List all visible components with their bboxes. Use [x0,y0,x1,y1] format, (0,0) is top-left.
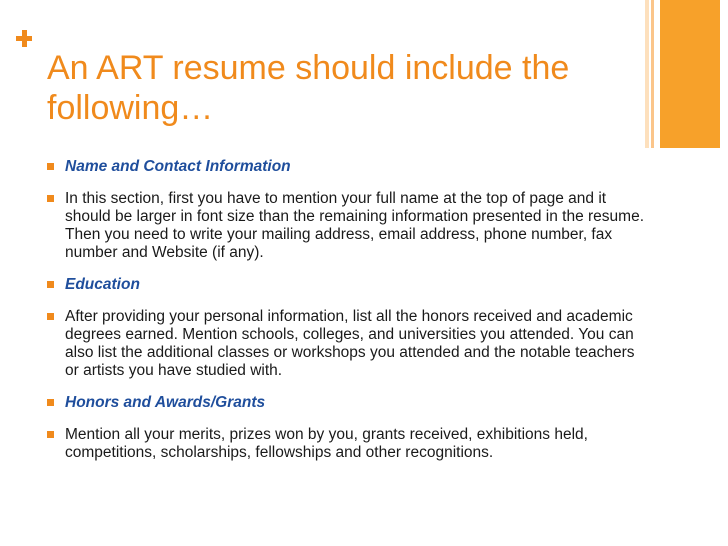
decorative-bar-mid [651,0,654,148]
heading-text: Name and Contact Information [65,158,291,175]
body-text: Mention all your merits, prizes won by you, grants received, exhibitions held, competitions, scholarships, fellowships and other recognitions. [65,426,588,461]
bullet-list [47,158,647,476]
list-item-heading [47,158,647,176]
square-bullet-icon [47,399,54,406]
body-text: In this section, first you have to mention your full name at the top of page and it should be larger in font size than the remaining information presented in the resume. Then you need to write your mailing address, email address, phone number, fax number and Website (if any). [65,190,645,261]
heading-text: Education [65,276,140,293]
heading-text: Honors and Awards/Grants [65,394,266,411]
plus-icon [13,28,35,50]
body-text: After providing your personal information, list all the honors received and academic degrees earned. Mention schools, colleges, and universities you attended. You can also list the additional classes or workshops you attended and the notable teachers or artists you have studied with. [65,308,635,379]
list-item-heading [47,276,647,294]
list-item-heading [47,394,647,412]
square-bullet-icon [47,163,54,170]
slide-title: An ART resume should include the following… [47,49,570,127]
list-item [47,190,647,262]
square-bullet-icon [47,431,54,438]
decorative-bar-thick [660,0,720,148]
square-bullet-icon [47,281,54,288]
list-item [47,308,647,380]
decorative-bar-thin [645,0,649,148]
list-item [47,426,647,462]
square-bullet-icon [47,195,54,202]
square-bullet-icon [47,313,54,320]
